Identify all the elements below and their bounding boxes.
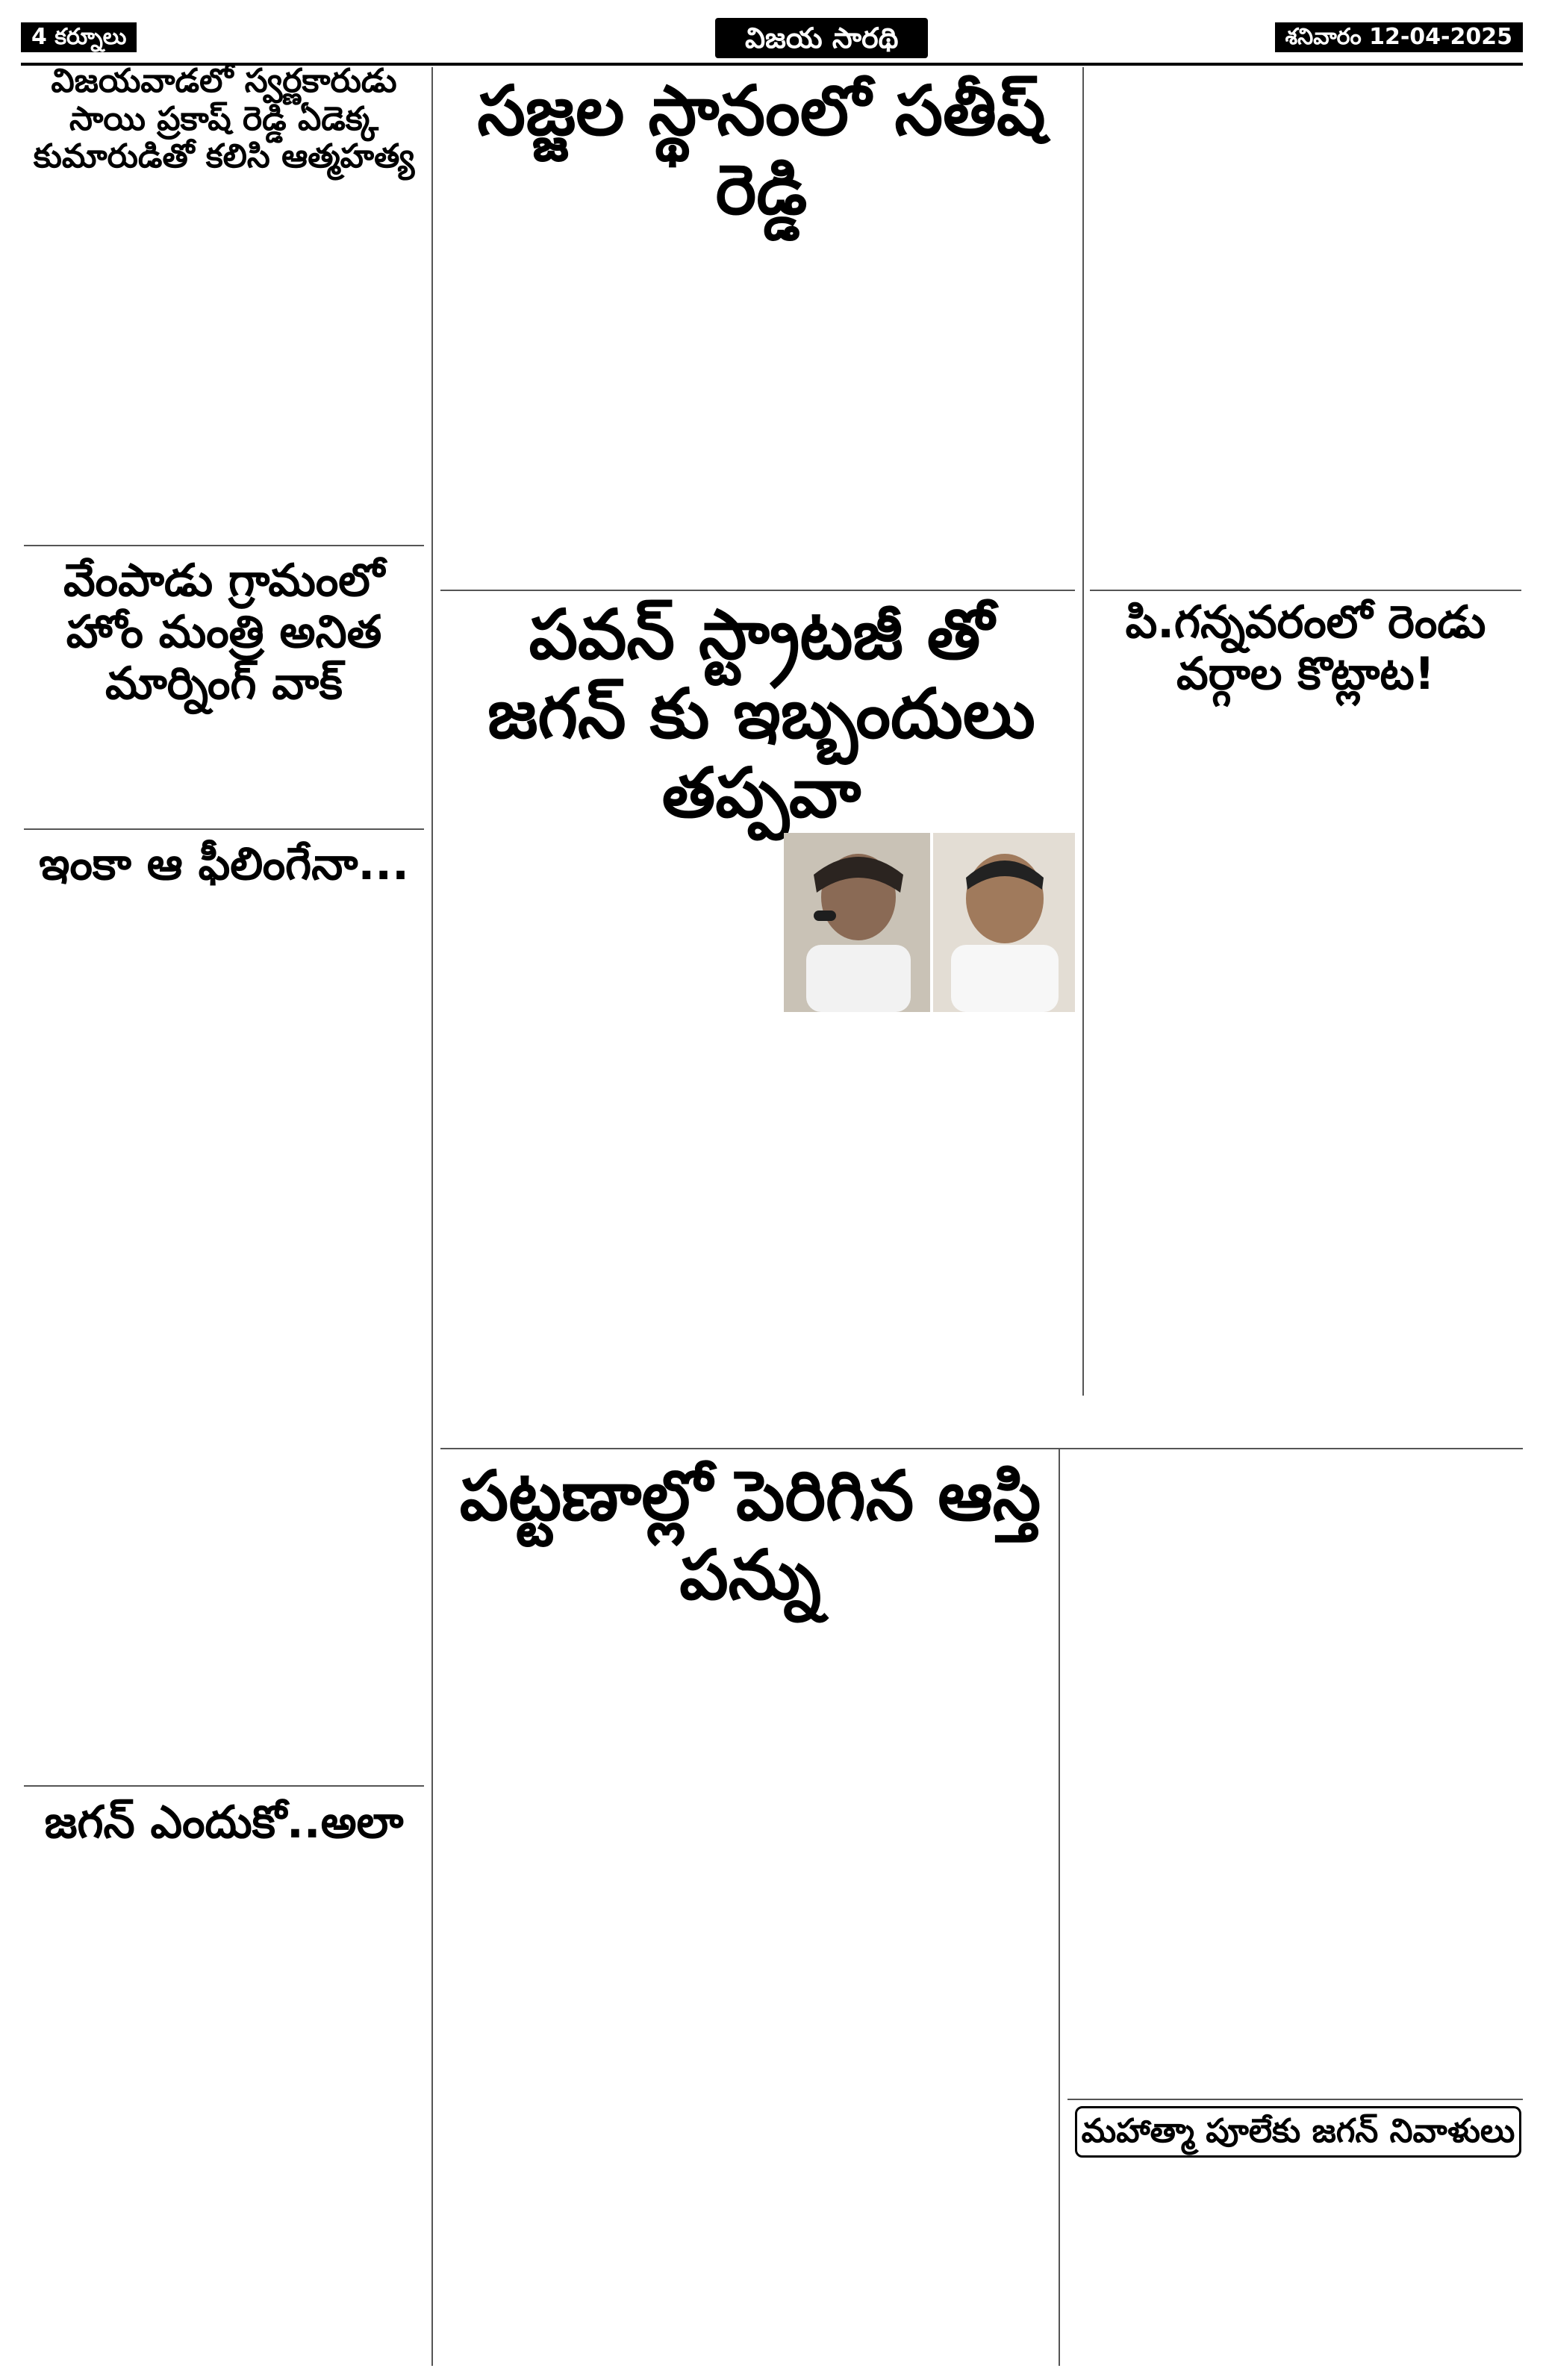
headline-top-main: సజ్జల స్థానంలో సతీష్ రెడ్డి	[477, 71, 1046, 230]
headline-right-bottom: మహాత్మా పూలేకు జగన్ నివాళులు	[1075, 2106, 1521, 2158]
masthead	[21, 16, 1523, 66]
section-rule	[24, 1785, 424, 1787]
section-rule	[440, 1448, 1523, 1449]
column-rule	[1059, 1448, 1060, 2366]
headline-center-main: పవన్ స్ట్రాటజీ తో జగన్ కు ఇబ్బందులు తప్పవా	[487, 595, 1035, 833]
column-rule	[1082, 67, 1084, 1396]
section-rule	[1067, 2099, 1523, 2100]
pawan-kalyan-photo	[784, 833, 930, 1012]
headline-left-third: ఇంకా ఆ ఫీలింగేనా...	[39, 838, 409, 890]
section-rule	[24, 545, 424, 546]
issue-date: శనివారం 12-04-2025	[1275, 22, 1523, 52]
section-rule	[440, 590, 1075, 591]
section-rule	[24, 828, 424, 830]
headline-left-top: విజయవాడలో స్వర్ణకారుడు సాయి ప్రకాష్ రెడ్డి ఏడెక్క కుమారుడితో కలిసి ఆత్మహత్య	[33, 62, 415, 176]
section-rule	[1090, 590, 1521, 591]
headline-center-bottom: పట్టణాల్లో పెరిగిన ఆస్తి పన్ను	[459, 1456, 1041, 1615]
headline-left-mid: వేంపాడు గ్రామంలో హోం మంత్రి అనిత మార్నింగ్ వాక్	[63, 555, 385, 710]
headline-right-mid: పి.గన్నవరంలో రెండు వర్గాల కొట్లాట!	[1125, 596, 1486, 700]
page-label: 4 కర్నూలు	[21, 22, 137, 52]
jagan-photo	[933, 833, 1075, 1012]
column-rule	[431, 67, 433, 2366]
headline-left-bottom: జగన్ ఎందుకో..అలా	[44, 1796, 404, 1849]
paper-name: విజయ సారథి	[715, 18, 928, 58]
